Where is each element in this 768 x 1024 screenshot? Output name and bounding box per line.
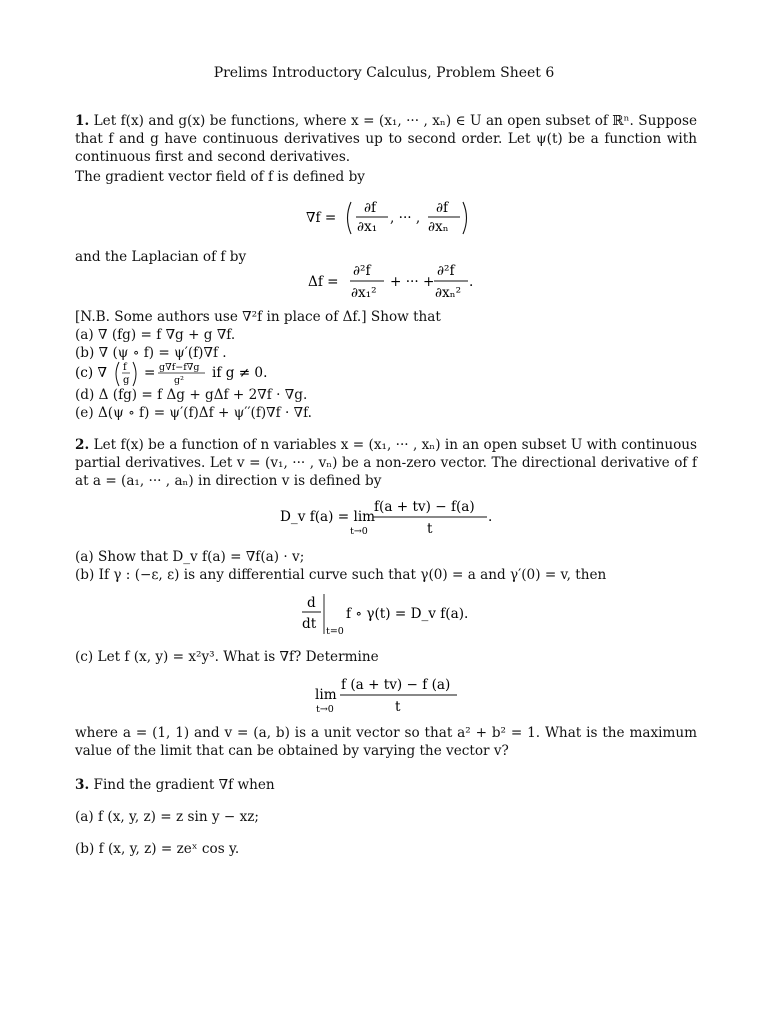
gradient-formula bbox=[306, 196, 476, 240]
sheet-title: Prelims Introductory Calculus, Problem Sheet 6 bbox=[213, 65, 555, 81]
q3-number: 3. bbox=[75, 777, 90, 793]
q1-part-b: (b) ∇ (ψ ∘ f) = ψ′(f)∇f . bbox=[75, 345, 227, 361]
lim-word: lim bbox=[315, 687, 337, 703]
lim-sub: t→0 bbox=[316, 704, 334, 715]
grad-num-2: ∂f bbox=[436, 200, 449, 216]
q3-line-1 bbox=[75, 776, 697, 794]
dd-end: . bbox=[488, 509, 493, 525]
lap-num-1: ∂²f bbox=[353, 263, 371, 279]
lap-end: . bbox=[469, 274, 474, 290]
q1-text-1: Let f(x) and g(x) be functions, where x = (x₁, ··· , xₙ) ∈ U an open subset of ℝⁿ. Suppose bbox=[93, 113, 697, 129]
q1-line-5: and the Laplacian of f by bbox=[75, 249, 247, 265]
dd-den: t bbox=[427, 521, 433, 537]
directional-derivative-formula bbox=[280, 498, 500, 542]
grad-den-2: ∂xₙ bbox=[428, 219, 449, 235]
c-den: g² bbox=[174, 375, 184, 386]
q3-part-b: (b) f (x, y, z) = zeˣ cos y. bbox=[75, 841, 240, 857]
laplacian-formula bbox=[308, 262, 478, 304]
q1-part-a: (a) ∇ (fg) = f ∇g + g ∇f. bbox=[75, 327, 236, 343]
c-num: g∇f−f∇g bbox=[159, 362, 200, 373]
q2-part-b: (b) If γ : (−ε, ε) is any differential curve such that γ(0) = a and γ′(0) = v, then bbox=[75, 567, 607, 583]
grad-dots: , ··· , bbox=[390, 210, 421, 226]
q2-line-5: value of the limit that can be obtained by varying the vector v? bbox=[75, 743, 509, 759]
q1-part-e: (e) Δ(ψ ∘ f) = ψ′(f)Δf + ψ′′(f)∇f · ∇f. bbox=[75, 405, 313, 421]
c-frac-g: g bbox=[123, 375, 130, 386]
q1-nb: [N.B. Some authors use ∇²f in place of Δf.] Show that bbox=[75, 309, 441, 325]
lim-num: f (a + tv) − f (a) bbox=[341, 677, 451, 693]
q2-part-c: (c) Let f (x, y) = x²y³. What is ∇f? Determine bbox=[75, 649, 379, 665]
q2-line-4: where a = (1, 1) and v = (a, b) is a unit vector so that a² + b² = 1. What is the maximum bbox=[75, 725, 697, 741]
q1-line-3: continuous first and second derivatives. bbox=[75, 149, 351, 165]
q2-line-3: at a = (a₁, ··· , aₙ) in direction v is defined by bbox=[75, 473, 382, 489]
dd-num: f(a + tv) − f(a) bbox=[374, 499, 475, 515]
q3-part-a: (a) f (x, y, z) = z sin y − xz; bbox=[75, 809, 260, 825]
lap-num-2: ∂²f bbox=[437, 263, 455, 279]
c-frac-f: f bbox=[123, 362, 127, 373]
chain-rhs: f ∘ γ(t) = D_v f(a). bbox=[346, 606, 469, 622]
c-prefix: (c) ∇ bbox=[75, 365, 108, 381]
q1-line-4: The gradient vector field of f is defined by bbox=[75, 169, 365, 185]
chain-rule-formula bbox=[302, 592, 482, 640]
svg-text:=: = bbox=[144, 365, 156, 381]
q2-text-1: Let f(x) be a function of n variables x = (x₁, ··· , xₙ) in an open subset U with continuous bbox=[93, 437, 697, 453]
c-right-paren bbox=[133, 362, 136, 386]
lap-lhs: Δf = bbox=[308, 274, 339, 290]
q2-line-1 bbox=[75, 436, 697, 454]
chain-sub: t=0 bbox=[326, 626, 344, 637]
q1-part-c bbox=[75, 359, 335, 389]
lim-den: t bbox=[395, 699, 401, 715]
limit-formula bbox=[315, 676, 465, 720]
chain-dt: dt bbox=[302, 616, 317, 632]
dd-lhs: D_v f(a) = lim bbox=[280, 509, 376, 525]
c-left-paren bbox=[116, 362, 119, 386]
chain-d: d bbox=[307, 595, 316, 611]
q2-part-a: (a) Show that D_v f(a) = ∇f(a) · v; bbox=[75, 549, 305, 565]
grad-den-1: ∂x₁ bbox=[357, 219, 378, 235]
grad-left-paren bbox=[348, 202, 352, 234]
q2-line-2: partial derivatives. Let v = (v₁, ··· , vₙ) be a non-zero vector. The directional derivative of f bbox=[75, 455, 697, 471]
grad-right-paren bbox=[463, 202, 467, 234]
q3-text-1: Find the gradient ∇f when bbox=[93, 777, 275, 793]
c-post: if g ≠ 0. bbox=[212, 365, 268, 381]
grad-num-1: ∂f bbox=[364, 200, 377, 216]
lap-plus: + ··· + bbox=[390, 274, 435, 290]
q2-number: 2. bbox=[75, 437, 90, 453]
q1-line-1 bbox=[75, 112, 697, 130]
grad-lhs: ∇f = bbox=[306, 210, 337, 226]
q1-number: 1. bbox=[75, 113, 90, 129]
q1-line-2: that f and g have continuous derivatives up to second order. Let ψ(t) be a function with bbox=[75, 131, 697, 147]
q1-part-d: (d) Δ (fg) = f Δg + gΔf + 2∇f · ∇g. bbox=[75, 387, 308, 403]
lap-den-2: ∂xₙ² bbox=[435, 285, 462, 301]
dd-sub: t→0 bbox=[350, 526, 368, 537]
lap-den-1: ∂x₁² bbox=[351, 285, 377, 301]
